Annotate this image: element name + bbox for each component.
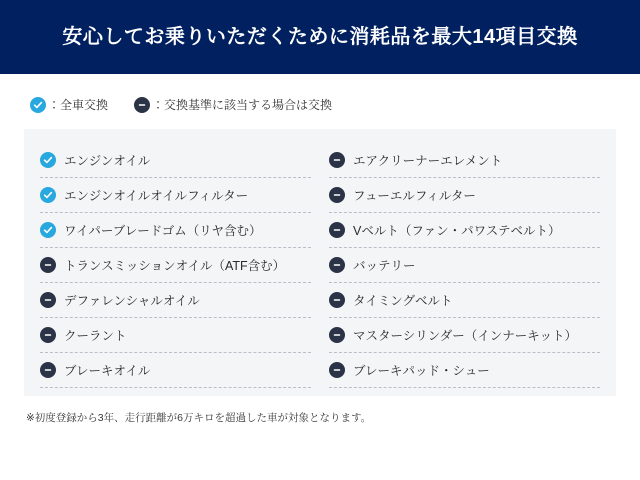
list-item-label: トランスミッションオイル（ATF含む） xyxy=(64,259,286,273)
list-item-label: ワイパーブレードゴム（リヤ含む） xyxy=(64,224,262,238)
minus-circle-icon xyxy=(329,327,345,343)
legend-item xyxy=(134,96,332,113)
list-item-label: フューエルフィルター xyxy=(353,189,476,203)
minus-circle-icon xyxy=(40,257,56,273)
list-item-label: エアクリーナーエレメント xyxy=(353,154,503,168)
list-item xyxy=(40,353,311,388)
minus-circle-icon xyxy=(329,152,345,168)
minus-circle-icon xyxy=(134,97,150,113)
list-item-label: マスターシリンダー（インナーキット） xyxy=(353,329,578,343)
list-item xyxy=(40,283,311,318)
page-header xyxy=(0,0,640,74)
check-circle-icon xyxy=(40,187,56,203)
list-item xyxy=(329,143,600,178)
list-item-label: エンジンオイル xyxy=(64,154,151,168)
list-item xyxy=(40,178,311,213)
list-item-label: Vベルト（ファン・パワステベルト） xyxy=(353,224,561,238)
items-column-right xyxy=(329,143,600,388)
minus-circle-icon xyxy=(329,222,345,238)
list-item xyxy=(40,318,311,353)
legend xyxy=(0,74,640,113)
minus-circle-icon xyxy=(40,327,56,343)
footnote: ※初度登録から3年、走行距離が6万キロを超過した車が対象となります。 xyxy=(26,412,372,424)
list-item xyxy=(329,178,600,213)
minus-circle-icon xyxy=(329,362,345,378)
minus-circle-icon xyxy=(40,362,56,378)
legend-item-label: ：交換基準に該当する場合は交換 xyxy=(152,98,333,112)
list-item-label: ブレーキパッド・シュー xyxy=(353,364,490,378)
check-circle-icon xyxy=(40,152,56,168)
list-item-label: バッテリー xyxy=(353,259,416,273)
check-circle-icon xyxy=(30,97,46,113)
page-title: 安心してお乗りいただくために消耗品を最大14項目交換 xyxy=(62,26,578,48)
check-circle-icon xyxy=(40,222,56,238)
minus-circle-icon xyxy=(40,292,56,308)
list-item xyxy=(40,213,311,248)
list-item-label: クーラント xyxy=(64,329,127,343)
minus-circle-icon xyxy=(329,187,345,203)
list-item xyxy=(329,283,600,318)
list-item xyxy=(40,248,311,283)
list-item-label: デファレンシャルオイル xyxy=(64,294,200,308)
list-item xyxy=(40,143,311,178)
replacement-items-panel xyxy=(24,129,616,396)
list-item xyxy=(329,213,600,248)
list-item xyxy=(329,318,600,353)
minus-circle-icon xyxy=(329,257,345,273)
list-item-label: ブレーキオイル xyxy=(64,364,151,378)
items-column-left xyxy=(40,143,311,388)
list-item-label: タイミングベルト xyxy=(353,294,453,308)
list-item-label: エンジンオイルオイルフィルター xyxy=(64,189,249,203)
list-item xyxy=(329,353,600,388)
minus-circle-icon xyxy=(329,292,345,308)
legend-item xyxy=(30,96,108,113)
legend-item-label: ：全車交換 xyxy=(48,98,109,112)
list-item xyxy=(329,248,600,283)
